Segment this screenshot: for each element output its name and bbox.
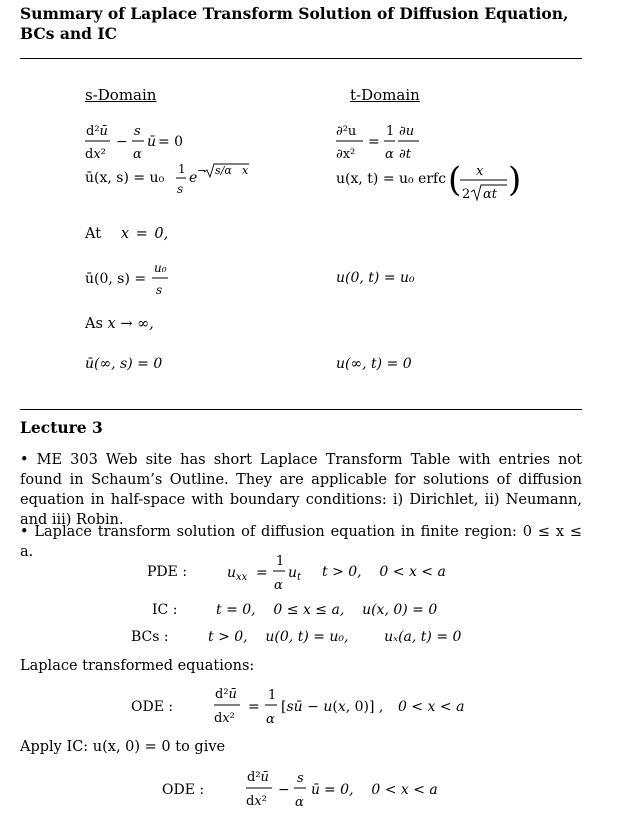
t-domain-solution	[335, 154, 535, 206]
svg-text:1: 1	[386, 124, 395, 139]
top-divider	[20, 58, 582, 59]
svg-text:uxx: $u_{xx}$	[227, 565, 248, 583]
laplace-transformed-label: Laplace transformed equations:	[20, 658, 255, 674]
svg-text:−: −	[278, 782, 290, 798]
s-sol-lhs: ū(x, s) = u₀	[85, 170, 165, 186]
svg-text:dx²: dx²	[85, 147, 106, 162]
t-pde-numerator: ∂²u	[336, 124, 357, 139]
bcs-label: BCs :	[131, 629, 169, 645]
svg-text:s: s	[134, 124, 141, 139]
pde-label: PDE :	[147, 564, 188, 580]
svg-text:s: s	[156, 283, 163, 297]
as-limit-line	[85, 314, 154, 334]
svg-text:d²ū: d²ū	[215, 687, 237, 702]
s-domain-header: s-Domain	[85, 86, 157, 104]
s-domain-solution	[84, 160, 284, 204]
ic-conditions: t = 0, 0 ≤ x ≤ a, u(x, 0) = 0	[216, 602, 438, 618]
s-bc0-lhs: ū(0, s) =	[85, 271, 147, 287]
svg-text:(: (	[448, 160, 462, 200]
lecture-heading: Lecture 3	[20, 418, 103, 437]
svg-text:∂t: ∂t	[399, 147, 411, 162]
svg-text:=: =	[256, 565, 268, 581]
svg-text:2: 2	[462, 187, 471, 202]
bullet-laplace-table: • ME 303 Web site has short Laplace Transform Table with entries not found in Schaum’s Outline. They are applicable for solutions of diffusion equation in half-space with boundary conditions: i) Dirichlet, ii) Neumann, and iii) Robin.	[20, 452, 582, 528]
svg-text:x: x	[242, 164, 249, 177]
svg-text:ū: ū	[147, 134, 157, 150]
bcs-conditions: t > 0, u(0, t) = u₀, uₓ(a, t) = 0	[208, 629, 462, 645]
svg-text:1: 1	[178, 162, 186, 176]
svg-text:α: α	[385, 147, 394, 162]
svg-text:s: s	[297, 771, 304, 786]
ode2-conditions: = 0, 0 < x < a	[324, 782, 438, 798]
svg-text:): )	[508, 160, 522, 200]
t-domain-header: t-Domain	[350, 86, 420, 104]
mid-divider	[20, 409, 582, 410]
s-domain-bcinf: ū(∞, s) = 0	[85, 356, 163, 372]
svg-text:x: x	[476, 164, 484, 179]
svg-text:α: α	[133, 147, 142, 162]
svg-text:[sū − u(x, 0)] ,: [sū − u(x, 0)] ,	[281, 699, 384, 715]
svg-text:ut: $u_t$	[288, 565, 302, 583]
t-domain-bc0: u(0, t) = u₀	[336, 270, 415, 286]
ode-label: ODE :	[131, 699, 174, 715]
svg-text:u₀: u₀	[154, 261, 167, 275]
at-boundary-line	[85, 224, 168, 244]
svg-text:s: s	[177, 182, 184, 196]
as-label: As	[85, 316, 103, 332]
svg-text:=: =	[368, 134, 380, 150]
t-pde-denominator: ∂x²	[336, 147, 356, 162]
ode-equation	[213, 684, 403, 730]
s-ode-rhs: = 0	[158, 134, 184, 150]
as-condition: x → ∞,	[107, 316, 154, 332]
svg-text:α: α	[274, 578, 283, 593]
svg-text:−: −	[197, 164, 207, 177]
svg-text:d²ū: d²ū	[247, 770, 269, 785]
t-domain-bcinf: u(∞, t) = 0	[336, 356, 412, 372]
svg-text:dx²: dx²	[246, 794, 267, 809]
ode2-label: ODE :	[162, 782, 205, 798]
svg-text:αt: αt	[483, 187, 498, 202]
svg-text:−: −	[116, 134, 128, 150]
svg-text:ū: ū	[311, 782, 321, 798]
svg-text:=: =	[248, 699, 260, 715]
svg-text:α: α	[266, 712, 275, 727]
svg-text:∂u: ∂u	[399, 124, 415, 139]
svg-text:d²ū: d²ū	[86, 124, 108, 139]
at-label: At	[85, 226, 102, 242]
svg-text:e: e	[189, 170, 198, 186]
svg-text:dx²: dx²	[214, 711, 235, 726]
ic-label: IC :	[152, 602, 178, 618]
s-domain-bc0	[84, 261, 204, 301]
svg-text:s/α: s/α	[215, 164, 232, 177]
page-title: Summary of Laplace Transform Solution of Diffusion Equation, BCs and IC	[20, 4, 569, 43]
apply-ic-label: Apply IC: u(x, 0) = 0 to give	[20, 739, 226, 755]
bullet-finite-region: • Laplace transform solution of diffusion equation in finite region: 0 ≤ x ≤ a.	[20, 524, 582, 560]
svg-text:α: α	[295, 795, 304, 810]
svg-text:1: 1	[268, 688, 277, 703]
pde-conditions: t > 0, 0 < x < a	[322, 564, 446, 580]
ode-conditions: 0 < x < a	[398, 699, 465, 715]
svg-text:1: 1	[276, 554, 285, 569]
at-condition: x = 0,	[120, 226, 169, 242]
t-sol-lhs: u(x, t) = u₀ erfc	[336, 171, 447, 187]
